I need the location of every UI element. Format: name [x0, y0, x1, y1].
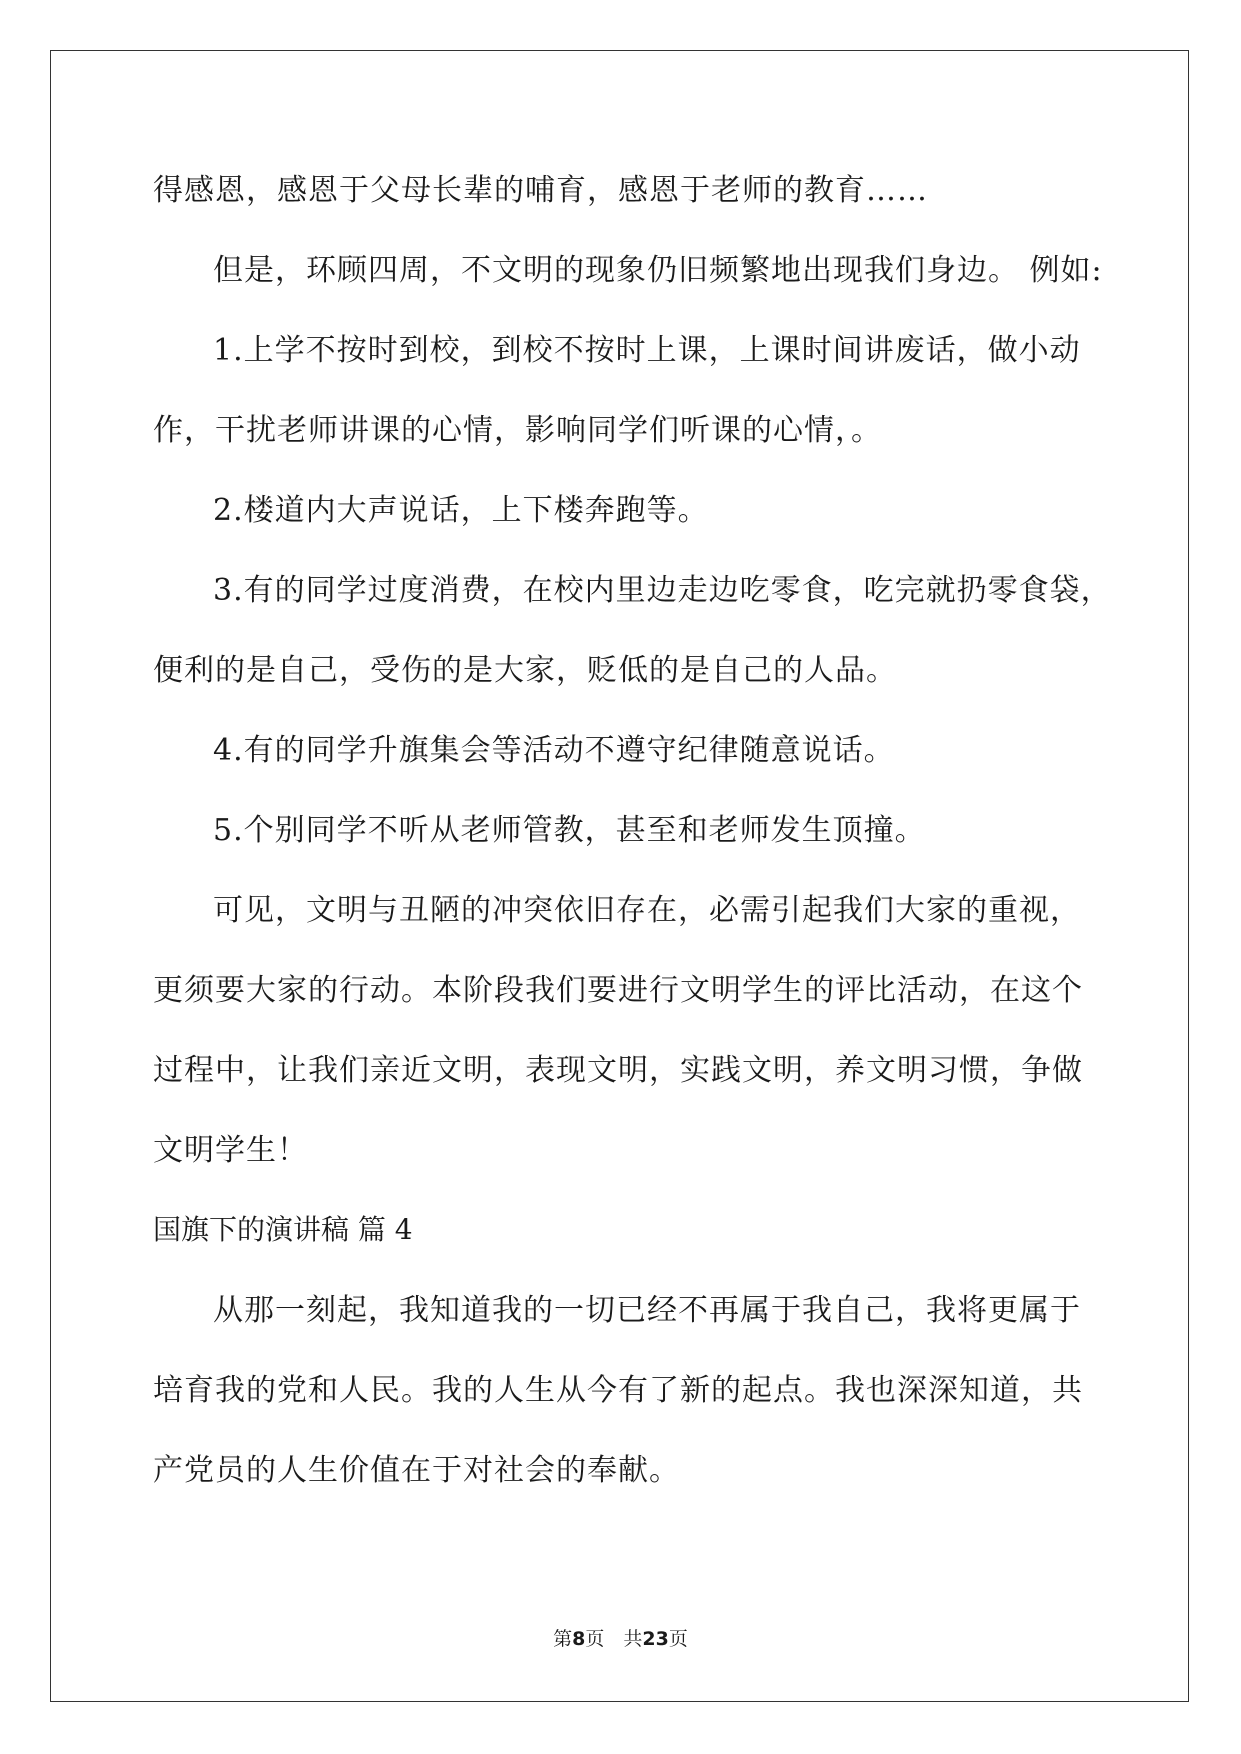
footer-middle: 页 共 [585, 1628, 643, 1650]
footer-suffix: 页 [668, 1628, 688, 1650]
total-pages-number: 23 [642, 1628, 669, 1650]
paragraph-line: 从那一刻起，我知道我的一切已经不再属于我自己，我将更属于 [213, 1293, 1081, 1328]
paragraph-line: 作，干扰老师讲课的心情，影响同学们听课的心情，。 [153, 413, 882, 448]
paragraph-line: 便利的是自己，受伤的是大家，贬低的是自己的人品。 [153, 653, 897, 688]
footer-prefix: 第 [553, 1628, 573, 1650]
paragraph-line: 文明学生！ [153, 1133, 308, 1168]
paragraph-line: 培育我的党和人民。我的人生从今有了新的起点。我也深深知道，共 [153, 1373, 1083, 1408]
paragraph-line: 得感恩，感恩于父母长辈的哺育，感恩于老师的教育…… [153, 173, 928, 208]
paragraph-line: 更须要大家的行动。本阶段我们要进行文明学生的评比活动，在这个 [153, 973, 1083, 1008]
paragraph-line: 过程中，让我们亲近文明，表现文明，实践文明，养文明习惯，争做 [153, 1053, 1083, 1088]
section-heading: 国旗下的演讲稿 篇 4 [153, 1213, 413, 1246]
page-footer [0, 1627, 1241, 1651]
current-page-number: 8 [572, 1628, 586, 1650]
list-item-2: 2.楼道内大声说话，上下楼奔跑等。 [213, 493, 709, 528]
paragraph-line: 产党员的人生价值在于对社会的奉献。 [153, 1453, 680, 1488]
list-item-3: 3.有的同学过度消费，在校内里边走边吃零食，吃完就扔零食袋， [213, 573, 1112, 608]
list-item-1: 1.上学不按时到校，到校不按时上课，上课时间讲废话，做小动 [213, 333, 1081, 368]
list-item-5: 5.个别同学不听从老师管教，甚至和老师发生顶撞。 [213, 813, 926, 848]
paragraph-line: 但是，环顾四周，不文明的现象仍旧频繁地出现我们身边。 例如: [213, 253, 1103, 288]
paragraph-line: 可见，文明与丑陋的冲突依旧存在，必需引起我们大家的重视， [213, 893, 1081, 928]
list-item-4: 4.有的同学升旗集会等活动不遵守纪律随意说话。 [213, 733, 895, 768]
